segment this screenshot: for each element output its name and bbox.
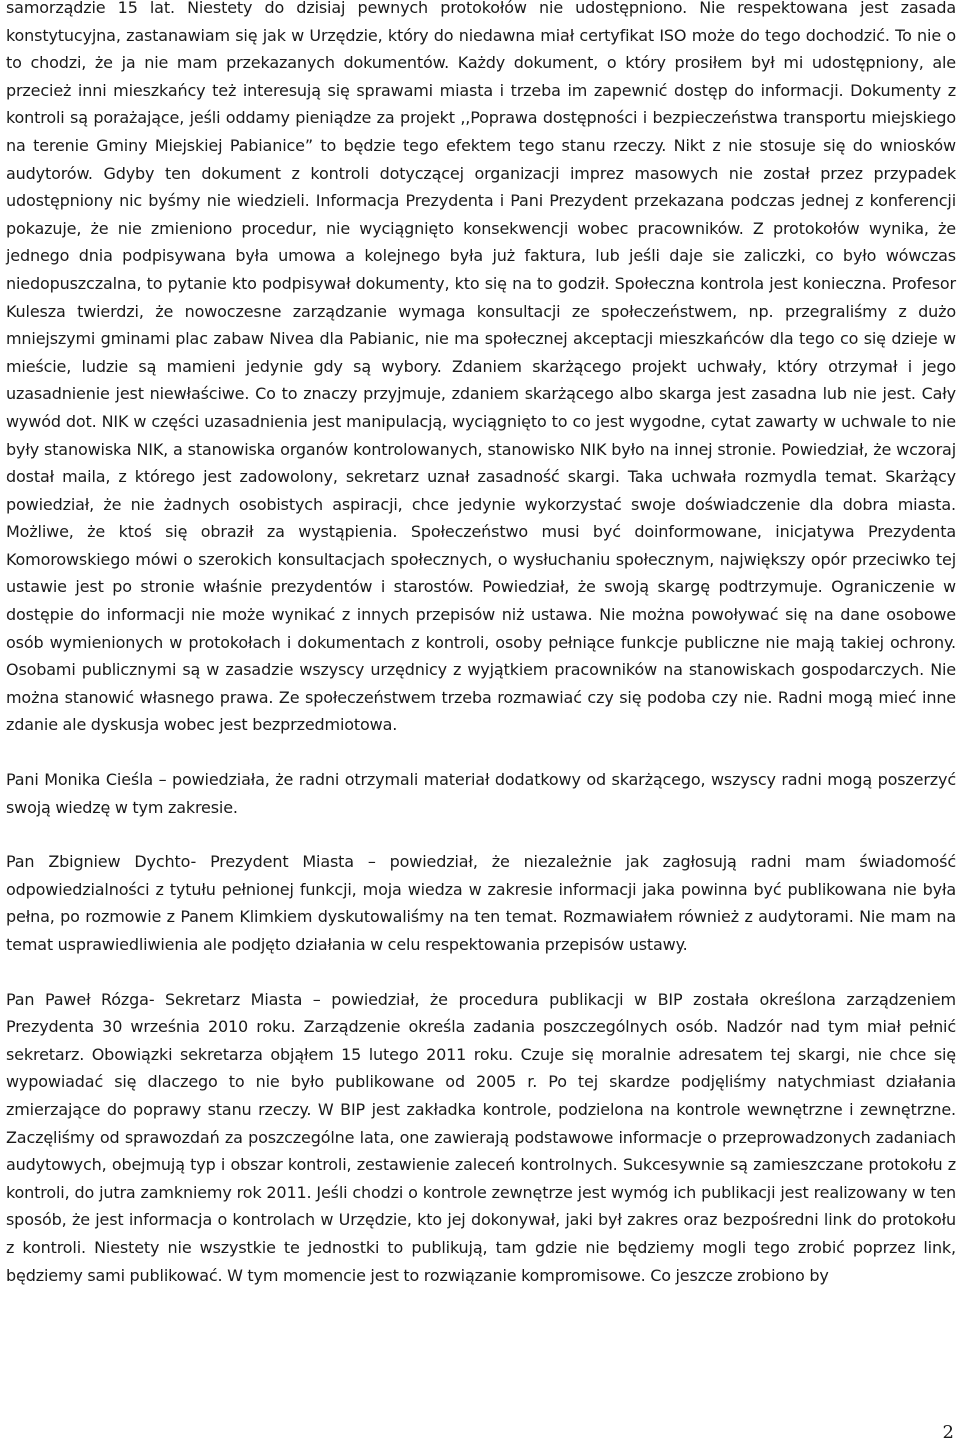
- page-number: 2: [942, 1422, 954, 1443]
- paragraph-complainant-statement: samorządzie 15 lat. Niestety do dzisiaj pewnych protokołów nie udostępniono. Nie respektowana jest zasada konstytucyjna, zastanawiam się jak w Urzędzie, który do niedawna miał certyfikat ISO może do tego dochodzić. To nie o to chodzi, że ja nie mam przekazanych dokumentów. Każdy dokument, o który prosiłem był mi udostępniony, ale przecież inni mieszkańcy też interesują się sprawami miasta i trzeba im zapewnić dostęp do informacji. Dokumenty z kontroli są porażające, jeśli oddamy pieniądze za projekt ,,Poprawa dostępności i bezpieczeństwa transportu miejskiego na terenie Gminy Miejskiej Pabianice” to będzie tego efektem tego stanu rzeczy. Nikt z nie stosuje się do wniosków audytorów. Gdyby ten dokument z kontroli dotyczącej organizacji imprez masowych nie został przez przypadek udostępniony nic byśmy nie wiedzieli. Informacja Prezydenta i Pani Prezydent przekazana podczas jednej z konferencji pokazuje, że nie zmieniono procedur, nie wyciągnięto konsekwencji wobec pracowników. Z protokołów wynika, że jednego dnia podpisywana była umowa a kolejnego była już faktura, lub jeśli daje sie zaliczki, co było wówczas niedopuszczalna, to pytanie kto podpisywał dokumenty, kto się na to godził. Społeczna kontrola jest konieczna. Profesor Kulesza twierdzi, że nowoczesne zarządzanie wymaga konsultacji ze społeczeństwem, np. przegraliśmy z dużo mniejszymi gminami plac zabaw Nivea dla Pabianic, nie ma społecznej akceptacji mieszkańców dla tego co się dzieje w mieście, ludzie są mamieni jedynie gdy są wybory. Zdaniem skarżącego projekt uchwały, który otrzymał i jego uzasadnienie jest niewłaściwe. Co to znaczy przyjmuje, zdaniem skarżącego albo skarga jest zasadna lub nie jest. Cały wywód dot. NIK w części uzasadnienia jest manipulacją, wyciągnięto to co jest wygodne, cytat zawarty w uchwale to nie były stanowiska NIK, a stanowiska organów kontrolowanych, stanowisko NIK było na innej stronie. Powiedział, że wczoraj dostał maila, z którego jest zadowolony, sekretarz uznał zasadność skargi. Taka uchwała rozmydla temat. Skarżący powiedział, że nie żadnych osobistych aspiracji, chce jedynie wykorzystać swoje doświadczenie dla dobra miasta. Możliwe, że ktoś się obraził za wystąpienia. Społeczeństwo musi być doinformowane, inicjatywa Prezydenta Komorowskiego mówi o szerokich konsultacjach społecznych, o wysłuchaniu społecznym, największy opór przeciwko tej ustawie jest po stronie właśnie prezydentów i starostów. Powiedział, że swoją skargę podtrzymuje. Ograniczenie w dostępie do informacji nie może wynikać z innych przepisów niż ustawa. Nie można powoływać się na dane osobowe osób wymienionych w protokołach i dokumentach z kontroli, osoby pełniące funkcje publiczne nie mają takiej ochrony. Osobami publicznymi są w zasadzie wszyscy urzędnicy z wyjątkiem pracowników na stanowiskach gospodarczych. Nie można stanowić własnego prawa. Ze społeczeństwem trzeba rozmawiać czy się podoba czy nie. Radni mogą mieć inne zdanie ale dyskusja wobec jest bezprzedmiotowa.: [6, 0, 956, 735]
- paragraph-zbigniew-dychto: Pan Zbigniew Dychto- Prezydent Miasta – powiedział, że niezależnie jak zagłosują radni mam świadomość odpowiedzialności z tytułu pełnionej funkcji, moja wiedza w zakresie informacji jaka powinna być publikowana nie była pełna, po rozmowie z Panem Klimkiem dyskutowaliśmy na ten temat. Rozmawiałem również z audytorami. Nie mam na temat usprawiedliwienia ale podjęto działania w celu respektowania przepisów ustawy.: [6, 852, 956, 954]
- paragraph-monika-ciesla: Pani Monika Cieśla – powiedziała, że radni otrzymali materiał dodatkowy od skarżącego, wszyscy radni mogą poszerzyć swoją wiedzę w tym zakresie.: [6, 770, 956, 817]
- paragraph-gap: [6, 959, 956, 986]
- paragraph-pawel-rozga: Pan Paweł Rózga- Sekretarz Miasta – powiedział, że procedura publikacji w BIP została określona zarządzeniem Prezydenta 30 września 2010 roku. Zarządzenie określa zadania poszczególnych osób. Nadzór nad tym miał pełnić sekretarz. Obowiązki sekretarza objąłem 15 lutego 2011 roku. Czuje się moralnie adresatem tej skargi, nie chce się wypowiadać się dlaczego to nie było publikowane od 2005 r. Po tej skardze podjęliśmy natychmiast działania zmierzające do poprawy stanu rzeczy. W BIP jest zakładka kontrole, podzielona na kontrole wewnętrzne i zewnętrzne. Zaczęliśmy od sprawozdań za poszczególne lata, one zawierają podstawowe informacje o przeprowadzonych zadaniach audytowych, obejmują typ i obszar kontroli, zestawienie zaleceń kontrolnych. Sukcesywnie są zamieszczane protokołu z kontroli, do jutra zamkniemy rok 2011. Jeśli chodzi o kontrole zewnętrze jest wymóg ich publikacji jest realizowany w ten sposób, że jest informacja o kontrolach w Urzędzie, kto jej dokonywał, jaki był zakres oraz bezpośredni link do protokołu z kontroli. Niestety nie wszystkie te jednostki to publikują, tam gdzie nie będziemy mogli tego zrobić poprzez link, będziemy sami publikować. W tym momencie jest to rozwiązanie kompromisowe. Co jeszcze zrobiono by: [6, 989, 956, 1285]
- paragraph-gap: [6, 821, 956, 848]
- document-page: [6, 0, 956, 1289]
- paragraph-gap: [6, 739, 956, 766]
